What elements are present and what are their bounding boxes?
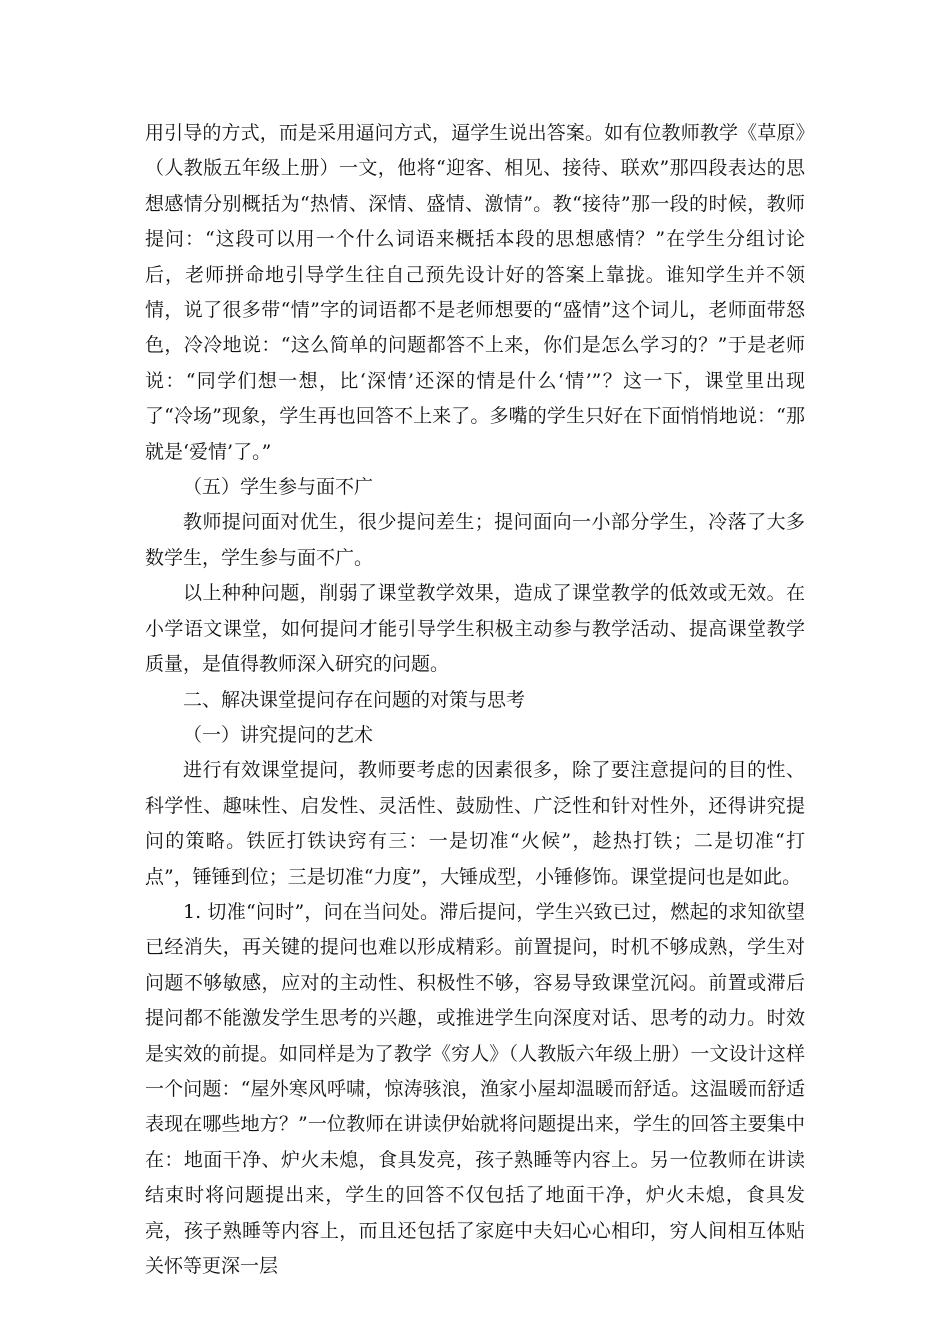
subheading-questioning-art: （一）讲究提问的艺术 <box>183 723 374 746</box>
subheading-participation: （五）学生参与面不广 <box>183 476 374 499</box>
paragraph-participation: 教师提问面对优生，很少提问差生；提问面向一小部分学生，冷落了大多数学生，学生参与面不广。 <box>145 511 805 569</box>
paragraph-timing: 1. 切准“问时”，问在当问处。滞后提问，学生兴致已过，燃起的求知欲望已经消失，再关键的提问也难以形成精彩。前置提问，时机不够成熟，学生对问题不够敏感，应对的主动性、积极性不够，容易导致课堂沉闷。前置或滞后提问都不能激发学生思考的兴趣，或推进学生向深度对话、思考的动力。时效是实效的前提。如同样是为了教学《穷人》（人教版六年级上册）一文设计这样一个问题：“屋外寒风呼啸，惊涛骇浪，渔家小屋却温暖而舒适。这温暖而舒适表现在哪些地方？”一位教师在讲读伊始就将问题提出来，学生的回答主要集中在：地面干净、炉火未熄，食具发亮，孩子熟睡等内容上。另一位教师在讲读结束时将问题提出来，学生的回答不仅包括了地面干净，炉火未熄，食具发亮，孩子熟睡等内容上，而且还包括了家庭中夫妇心心相印，穷人间相互体贴关怀等更深一层 <box>145 900 805 1277</box>
paragraph-questioning-strategy: 进行有效课堂提问，教师要考虑的因素很多，除了要注意提问的目的性、科学性、趣味性、启发性、灵活性、鼓励性、广泛性和针对性外，还得讲究提问的策略。铁匠打铁诀窍有三：一是切准“火候”，趁热打铁；二是切准“打点”，锤锤到位；三是切准“力度”，大锤成型，小锤修饰。课堂提问也是如此。 <box>145 759 805 888</box>
paragraph-summary: 以上种种问题，削弱了课堂教学效果，造成了课堂教学的低效或无效。在小学语文课堂，如何提问才能引导学生积极主动参与教学活动、提高课堂教学质量，是值得教师深入研究的问题。 <box>145 582 805 676</box>
document-body <box>145 116 805 1284</box>
paragraph-case-grassland: 用引导的方式，而是采用逼问方式，逼学生说出答案。如有位教师教学《草原》（人教版五年级上册）一文，他将“迎客、相见、接待、联欢”那四段表达的思想感情分别概括为“热情、深情、盛情、激情”。教“接待”那一段的时候，教师提问：“这段可以用一个什么词语来概括本段的思想感情？”在学生分组讨论后，老师拼命地引导学生往自己预先设计好的答案上靠拢。谁知学生并不领情，说了很多带“情”字的词语都不是老师想要的“盛情”这个词儿，老师面带怒色，冷冷地说：“这么简单的问题都答不上来，你们是怎么学习的？”于是老师说：“同学们想一想，比‘深情’还深的情是什么‘情’”？这一下，课堂里出现了“冷场”现象，学生再也回答不上来了。多嘴的学生只好在下面悄悄地说：“那就是‘爱情’了。” <box>145 122 805 463</box>
section-heading-solutions: 二、解决课堂提问存在问题的对策与思考 <box>183 688 526 711</box>
